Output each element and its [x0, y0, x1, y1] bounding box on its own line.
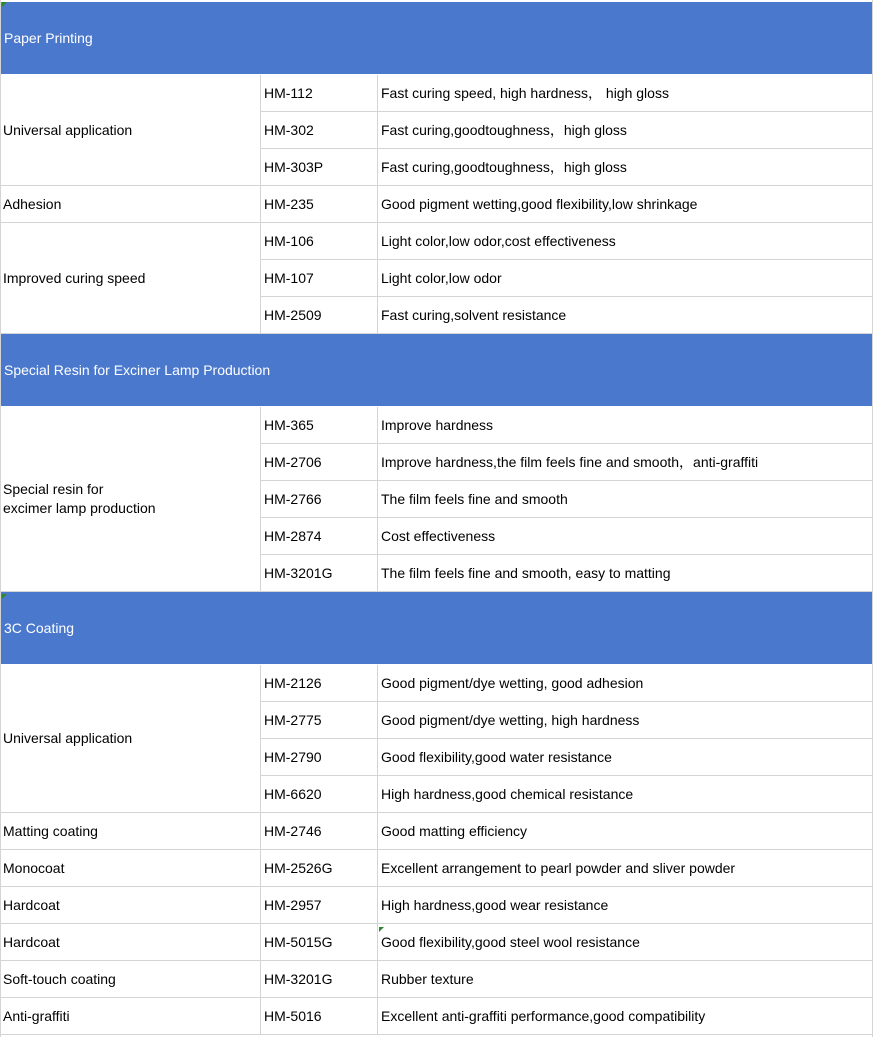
table-row — [261, 776, 872, 813]
table-row — [261, 260, 872, 297]
product-description-cell: Good pigment/dye wetting, good adhesion — [381, 675, 644, 691]
category-cell: Hardcoat — [1, 924, 261, 961]
table-row — [261, 518, 872, 555]
product-code-cell: HM-3201G — [261, 961, 378, 997]
category-cell: Universal application — [1, 665, 261, 813]
product-description-cell: Good flexibility,good water resistance — [381, 749, 612, 765]
category-cell: Anti-graffiti — [1, 998, 261, 1035]
category-cell: Improved curing speed — [1, 223, 261, 334]
category-cell: Special resin for excimer lamp production — [1, 407, 261, 592]
product-code-cell: HM-5015G — [261, 924, 378, 960]
comment-indicator-icon — [379, 927, 384, 932]
product-description-cell: Cost effectiveness — [381, 528, 496, 544]
product-code-cell: HM-112 — [261, 75, 378, 111]
product-code-cell: HM-2706 — [261, 444, 378, 480]
section-header: 3C Coating — [1, 592, 872, 664]
table-row — [261, 555, 872, 592]
product-description-cell: Good pigment wetting,good flexibility,low shrinkage — [381, 196, 698, 212]
category-cell: Hardcoat — [1, 887, 261, 924]
table-row — [261, 813, 872, 850]
product-code-cell: HM-2957 — [261, 887, 378, 923]
product-code-cell: HM-6620 — [261, 776, 378, 812]
product-code-cell: HM-2766 — [261, 481, 378, 517]
table-row — [261, 223, 872, 260]
table-row — [261, 739, 872, 776]
product-code-cell: HM-2526G — [261, 850, 378, 886]
product-description-cell: Fast curing speed, high hardness， high gloss — [381, 85, 669, 101]
product-description-cell: Excellent anti-graffiti performance,good compatibility — [381, 1008, 706, 1024]
product-code-cell: HM-107 — [261, 260, 378, 296]
product-code-cell: HM-2874 — [261, 518, 378, 554]
table-row — [261, 186, 872, 223]
comment-indicator-icon — [2, 2, 7, 7]
table-row — [261, 481, 872, 518]
table-row — [261, 149, 872, 186]
product-description-cell: Fast curing,solvent resistance — [381, 307, 567, 323]
product-description-cell: High hardness,good chemical resistance — [381, 786, 634, 802]
product-code-cell: HM-303P — [261, 149, 378, 185]
category-cell: Universal application — [1, 75, 261, 186]
table-row — [261, 407, 872, 444]
category-cell: Matting coating — [1, 813, 261, 850]
product-description-cell: Good matting efficiency — [381, 823, 528, 839]
product-description-cell: Excellent arrangement to pearl powder and sliver powder — [381, 860, 736, 876]
product-description-cell: Light color,low odor — [381, 270, 502, 286]
product-code-cell: HM-5016 — [261, 998, 378, 1034]
product-description-cell: The film feels fine and smooth, easy to matting — [381, 565, 671, 581]
category-cell: Adhesion — [1, 186, 261, 223]
product-description-cell: Improve hardness,the film feels fine and smooth，anti-graffiti — [381, 454, 759, 470]
product-code-cell: HM-106 — [261, 223, 378, 259]
section-header: Paper Printing — [1, 2, 872, 74]
product-code-cell: HM-2126 — [261, 665, 378, 701]
product-description-cell: Fast curing,goodtoughness，high gloss — [381, 159, 627, 175]
table-row — [261, 998, 872, 1035]
product-description-cell: Light color,low odor,cost effectiveness — [381, 233, 616, 249]
category-cell: Monocoat — [1, 850, 261, 887]
section-header: Special Resin for Exciner Lamp Production — [1, 334, 872, 406]
table-row — [261, 297, 872, 334]
table-row — [261, 665, 872, 702]
table-row — [261, 961, 872, 998]
product-code-cell: HM-302 — [261, 112, 378, 148]
product-description-cell: Fast curing,goodtoughness，high gloss — [381, 122, 627, 138]
table-row — [261, 112, 872, 149]
product-description-cell: High hardness,good wear resistance — [381, 897, 609, 913]
product-description-cell: The film feels fine and smooth — [381, 491, 568, 507]
comment-indicator-icon — [2, 594, 7, 599]
table-row — [261, 444, 872, 481]
product-code-cell: HM-2746 — [261, 813, 378, 849]
product-description-cell: Good pigment/dye wetting, high hardness — [381, 712, 640, 728]
product-description-cell: Good flexibility,good steel wool resistance — [381, 934, 640, 950]
category-cell: Soft-touch coating — [1, 961, 261, 998]
product-code-cell: HM-2790 — [261, 739, 378, 775]
table-row — [261, 924, 872, 961]
product-code-cell: HM-2509 — [261, 297, 378, 333]
product-code-cell: HM-235 — [261, 186, 378, 222]
table-row — [261, 702, 872, 739]
table-row — [261, 850, 872, 887]
product-code-cell: HM-2775 — [261, 702, 378, 738]
table-row — [261, 887, 872, 924]
product-code-cell: HM-3201G — [261, 555, 378, 591]
grid-line-left — [0, 0, 1, 1037]
product-code-cell: HM-365 — [261, 407, 378, 443]
product-description-cell: Improve hardness — [381, 417, 494, 433]
table-row — [261, 75, 872, 112]
product-description-cell: Rubber texture — [381, 971, 474, 987]
